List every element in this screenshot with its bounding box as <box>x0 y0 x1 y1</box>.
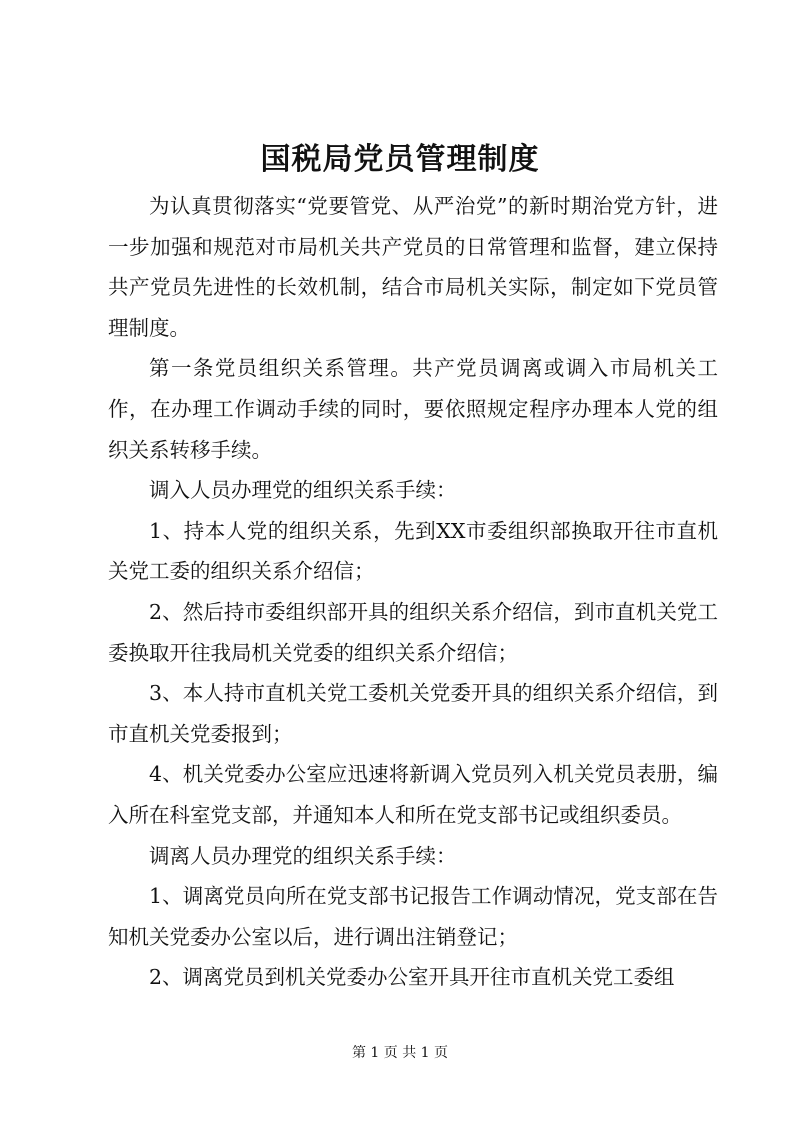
paragraph-article-1: 第一条党员组织关系管理。共产党员调离或调入市局机关工作，在办理工作调动手续的同时，要依照规定程序办理本人党的组织关系转移手续。 <box>108 356 718 462</box>
paragraph-transfer-in-step-1: 1、持本人党的组织关系，先到XX市委组织部换取开往市直机关党工委的组织关系介绍信； <box>108 518 718 584</box>
paragraph-transfer-in-step-2: 2、然后持市委组织部开具的组织关系介绍信，到市直机关党工委换取开往我局机关党委的组织关系介绍信； <box>108 599 718 665</box>
page-footer: 第 1 页 共 1 页 <box>351 1045 449 1061</box>
paragraph-transfer-out-heading: 调离人员办理党的组织关系手续： <box>149 843 457 868</box>
paragraph-transfer-out-step-2: 2、调离党员到机关党委办公室开具开往市直机关党工委组 <box>149 965 675 990</box>
paragraph-transfer-out-step-1: 1、调离党员向所在党支部书记报告工作调动情况，党支部在告知机关党委办公室以后，进行调出注销登记； <box>108 884 718 949</box>
paragraph-intro: 为认真贯彻落实“党要管党、从严治党”的新时期治党方针，进一步加强和规范对市局机关共产党员的日常管理和监督，建立保持共产党员先进性的长效机制，结合市局机关实际，制定如下党员管理制度。 <box>108 194 718 340</box>
paragraph-transfer-in-step-4: 4、机关党委办公室应迅速将新调入党员列入机关党员表册，编入所在科室党支部，并通知本人和所在党支部书记或组织委员。 <box>108 762 718 827</box>
paragraph-transfer-in-heading: 调入人员办理党的组织关系手续： <box>149 478 457 503</box>
paragraph-transfer-in-step-3: 3、本人持市直机关党工委机关党委开具的组织关系介绍信，到市直机关党委报到； <box>108 681 718 746</box>
document-title: 国税局党员管理制度 <box>260 142 540 177</box>
document-body <box>108 186 718 998</box>
